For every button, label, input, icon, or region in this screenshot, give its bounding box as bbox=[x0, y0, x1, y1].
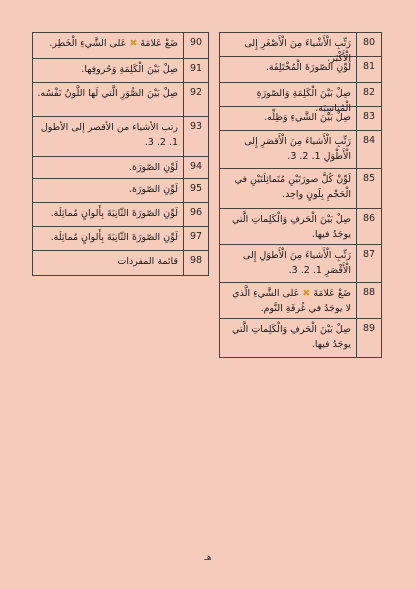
table-row bbox=[33, 157, 208, 179]
page-number-cell: 85 bbox=[356, 169, 381, 208]
table-row bbox=[220, 169, 381, 209]
table-row bbox=[220, 33, 381, 64]
page-number-cell: 82 bbox=[356, 83, 381, 106]
activity-text: لَوِّنِ الصّورَة. bbox=[128, 184, 178, 195]
page-number-cell: 87 bbox=[356, 245, 381, 282]
page-number-cell: 83 bbox=[356, 107, 381, 130]
activity-text: صِلْ بَيْنَ الْحَرفِ وَالْكَلِماتِ الَّتي يوجَدُ فيها. bbox=[231, 214, 351, 240]
activity-text: ضَعْ عَلامَةَ ✖ عَلى الشَّيءِ الْخَطِر. bbox=[49, 38, 178, 49]
table-row bbox=[220, 209, 381, 245]
activity-text: صِلْ بَيْنَ الْكَلِمَةِ وَحُروفِها. bbox=[81, 64, 178, 75]
activity-text: قائمة المفردات bbox=[117, 256, 178, 267]
activity-text: صِلْ بَيْنَ الشَّيءِ وَظِلِّه. bbox=[264, 112, 351, 123]
activity-text: رَتِّبِ الْأَشْياءَ مِنَ الْأَصْغَرِ إِلى الْأَكْبَر. bbox=[244, 38, 351, 64]
page-number-cell: 81 bbox=[356, 57, 381, 82]
page-number-cell: 86 bbox=[356, 209, 381, 244]
page-number-cell: 84 bbox=[356, 131, 381, 168]
contents-table-left bbox=[32, 32, 209, 276]
table-row bbox=[220, 283, 381, 319]
table-row bbox=[220, 83, 381, 114]
page-number-cell: 94 bbox=[183, 157, 208, 178]
page-number-cell: 92 bbox=[183, 83, 208, 116]
table-row bbox=[220, 131, 381, 169]
page-number-cell: 80 bbox=[356, 33, 381, 56]
page-number-cell: 97 bbox=[183, 227, 208, 250]
activity-text: لَوِّنِ الصّورَةَ الثّانِيَةَ بِأَلوانٍ مُماثِلَة. bbox=[50, 208, 178, 219]
page-number-cell: 90 bbox=[183, 33, 208, 58]
page-number-cell: 93 bbox=[183, 117, 208, 156]
activity-text: صِلْ بَيْنَ الْحَرفِ وَالْكَلِماتِ الَّتي يوجَدُ فيها. bbox=[231, 324, 351, 350]
table-row bbox=[33, 33, 208, 59]
activity-text: لَوِّنِ الصّورَة. bbox=[128, 162, 178, 173]
table-row bbox=[33, 251, 208, 275]
page-number-cell: 91 bbox=[183, 59, 208, 82]
page-number: هـ bbox=[204, 553, 212, 563]
activity-text: رَتِّبِ الْأَشياءَ مِنَ الْأَطوَلِ إِلى الْأَقْصَرِ 1. 2. 3. bbox=[242, 250, 351, 276]
page-number-cell: 96 bbox=[183, 203, 208, 226]
activity-text: صِلْ بَيْنَ الصُّوَرِ الَّتي لَها اللَّونُ نَفْسُه. bbox=[37, 88, 178, 99]
table-row bbox=[220, 245, 381, 283]
table-row bbox=[220, 319, 381, 357]
table-row bbox=[33, 59, 208, 83]
table-row bbox=[220, 107, 381, 131]
page-number-cell: 88 bbox=[356, 283, 381, 318]
page-number-cell: 98 bbox=[183, 251, 208, 275]
contents-table-right bbox=[219, 32, 382, 358]
x-mark-icon: ✖ bbox=[302, 288, 311, 299]
x-mark-icon: ✖ bbox=[129, 38, 138, 49]
table-row bbox=[33, 227, 208, 251]
table-row bbox=[33, 117, 208, 157]
activity-text: صِلْ بَيْنَ الْكَلِمَةِ وَالصّورَةِ الْمُناسِبَة. bbox=[256, 88, 351, 114]
activity-text: لَوِّنْ كُلَّ صورَتَيْنِ مُتَماثِلَتَيْنِ في الْحَجْمِ بِلَونٍ واحِد. bbox=[234, 174, 351, 200]
activity-text: رتب الأشياء من الأقصر إلى الأطول 1. 2. 3. bbox=[40, 122, 178, 148]
table-row bbox=[33, 83, 208, 117]
page-number-cell: 89 bbox=[356, 319, 381, 357]
page-number-cell: 95 bbox=[183, 179, 208, 202]
table-row bbox=[33, 203, 208, 227]
activity-text: لَوِّنِ الصّورَةَ الثّانِيَةَ بِأَلوانٍ مُماثِلَة. bbox=[50, 232, 178, 243]
activity-text: لَوِّنِ الصّورَةَ الْمُخْتَلِفَة. bbox=[265, 62, 351, 73]
activity-text: ضَعْ عَلامَةَ ✖ عَلى الشَّيءِ الَّذي لا يوجَدُ في غُرفَةِ النَّوم. bbox=[232, 288, 351, 314]
table-row bbox=[33, 179, 208, 203]
table-row bbox=[220, 57, 381, 83]
activity-text: رَتِّبِ الْأَشياءَ مِنَ الْأَقصَرِ إِلى الْأَطْوَلِ 1. 2. 3. bbox=[244, 136, 351, 162]
